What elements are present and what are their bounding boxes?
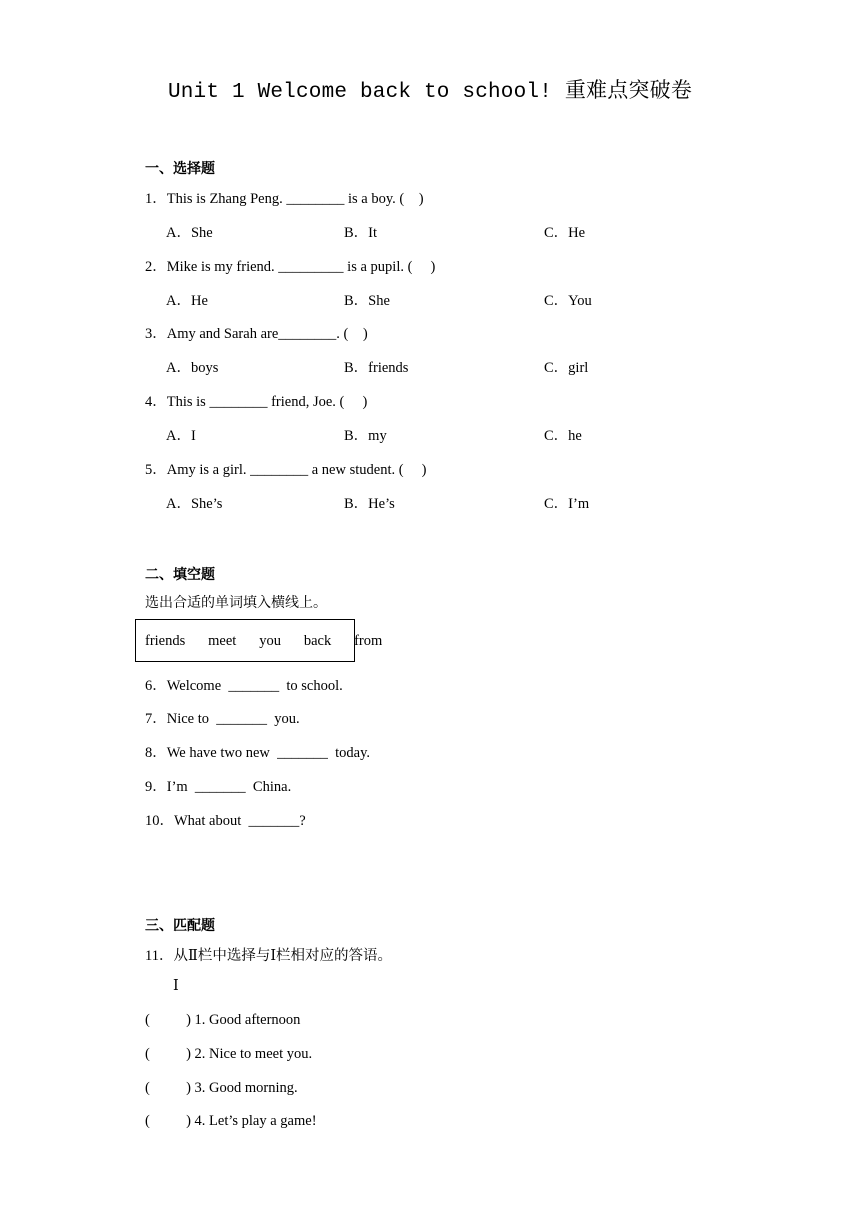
question-4: 4．This is ________ friend, Joe. ( ): [145, 394, 368, 410]
question-3: 3．Amy and Sarah are________. ( ): [145, 326, 368, 342]
question-10: 10．What about _______?: [145, 813, 306, 829]
q2-option-b: B．She: [344, 293, 390, 309]
q4-option-c: C．he: [544, 428, 582, 444]
column-label-1: Ⅰ: [173, 978, 179, 994]
q5-option-c: C．I’m: [544, 496, 590, 512]
q1-option-c: C．He: [544, 225, 586, 241]
q5-option-b: B．He’s: [344, 496, 395, 512]
q1-option-b: B．It: [344, 225, 378, 241]
q2-option-a: A．He: [166, 293, 208, 309]
match-item-4: ( ) 4. Let’s play a game!: [145, 1113, 317, 1129]
q3-option-a: A．boys: [166, 360, 219, 376]
question-6: 6．Welcome _______ to school.: [145, 678, 343, 694]
word-bank-words: friends meet you back from: [145, 633, 383, 649]
q3-option-c: C．girl: [544, 360, 589, 376]
q5-option-a: A．She’s: [166, 496, 223, 512]
question-8: 8．We have two new _______ today.: [145, 745, 371, 761]
question-7: 7．Nice to _______ you.: [145, 711, 300, 727]
fill-blank-instruction: 选出合适的单词填入横线上。: [145, 595, 327, 611]
q4-option-a: A．I: [166, 428, 196, 444]
section-heading-matching: 三、匹配题: [145, 918, 215, 934]
q2-option-c: C．You: [544, 293, 592, 309]
q4-option-b: B．my: [344, 428, 387, 444]
match-item-1: ( ) 1. Good afternoon: [145, 1012, 301, 1028]
q1-option-a: A．She: [166, 225, 213, 241]
match-item-2: ( ) 2. Nice to meet you.: [145, 1046, 313, 1062]
question-11: 11．从Ⅱ栏中选择与Ⅰ栏相对应的答语。: [145, 948, 393, 964]
question-9: 9．I’m _______ China.: [145, 779, 292, 795]
page-title: Unit 1 Welcome back to school! 重难点突破卷: [167, 81, 693, 104]
question-5: 5．Amy is a girl. ________ a new student. ( ): [145, 462, 427, 478]
word-bank-box: [135, 619, 383, 662]
q3-option-b: B．friends: [344, 360, 409, 376]
question-2: 2．Mike is my friend. _________ is a pupil. ( ): [145, 259, 436, 275]
section-heading-choice: 一、选择题: [145, 161, 215, 177]
question-1: 1．This is Zhang Peng. ________ is a boy. ( ): [145, 191, 424, 207]
match-item-3: ( ) 3. Good morning.: [145, 1080, 298, 1096]
section-heading-fill-blank: 二、填空题: [145, 567, 215, 583]
